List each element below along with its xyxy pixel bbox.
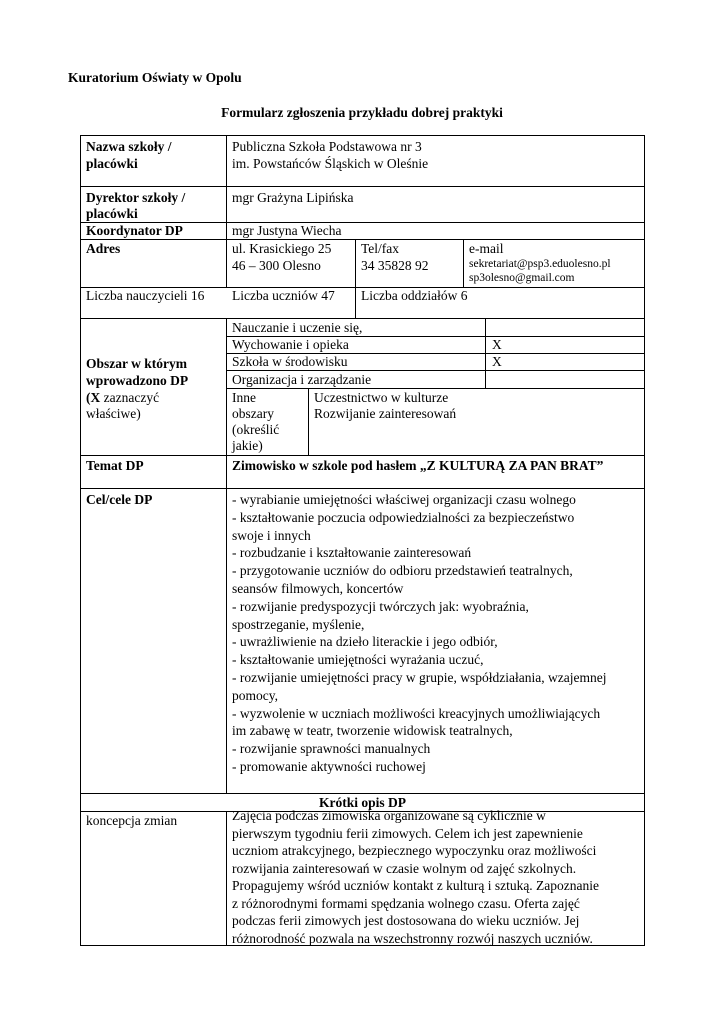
area-mark-upbringing: X xyxy=(492,337,502,352)
school-label-line1: Nazwa szkoły / xyxy=(86,139,172,154)
goal-line: - uwrażliwienie na dzieło literackie i jego odbiór, xyxy=(232,634,498,650)
row-divider xyxy=(80,186,645,187)
area-option-upbringing: Wychowanie i opieka xyxy=(232,337,349,352)
column-divider xyxy=(226,135,227,287)
goal-line: - przygotowanie uczniów do odbioru przedstawień teatralnych, xyxy=(232,563,573,579)
goal-line: - kształtowanie poczucia odpowiedzialności za bezpieczeństwo xyxy=(232,509,575,525)
goal-line: spostrzeganie, myślenie, xyxy=(232,616,365,632)
area-label-line4: właściwe) xyxy=(86,406,141,421)
other-areas-label-line3: (określić xyxy=(232,422,280,437)
goal-line: - wyrabianie umiejętności właściwej organizacji czasu wolnego xyxy=(232,492,576,507)
column-divider xyxy=(226,811,227,946)
description-line: różnorodność pozwala na wszechstronny rozwój naszych uczniów. xyxy=(232,930,593,946)
director-name: mgr Grażyna Lipińska xyxy=(232,190,354,205)
description-line: podczas ferii zimowych jest dostosowana do wieku uczniów. Jej xyxy=(232,913,580,928)
tel-label: Tel/fax xyxy=(361,241,400,256)
description-line: z różnorodnymi formami spędzania wolnego czasu. Oferta zajęć xyxy=(232,895,580,911)
address-street: ul. Krasickiego 25 xyxy=(232,241,332,256)
row-divider xyxy=(80,488,645,489)
school-label-line2: placówki xyxy=(86,156,138,171)
change-concept-label: koncepcja zmian xyxy=(86,813,178,828)
column-divider xyxy=(226,318,227,793)
email-label: e-mail xyxy=(469,241,504,256)
other-areas-label-line4: jakie) xyxy=(232,438,263,453)
area-mark-community: X xyxy=(492,354,502,369)
tel-value: 34 35828 92 xyxy=(361,258,429,273)
area-label-instruction: zaznaczyć xyxy=(100,390,160,405)
topic-label: Temat DP xyxy=(86,458,144,473)
teacher-count: Liczba nauczycieli 16 xyxy=(86,288,205,303)
other-areas-label-line2: obszary xyxy=(232,406,274,421)
other-area-culture: Uczestnictwo w kulturze xyxy=(314,390,449,405)
director-label-line1: Dyrektor szkoły / xyxy=(86,190,186,205)
area-option-community: Szkoła w środowisku xyxy=(232,354,348,369)
goal-line: - kształtowanie umiejętności wyrażania uczuć, xyxy=(232,652,484,668)
column-divider xyxy=(463,239,464,287)
class-count: Liczba oddziałów 6 xyxy=(361,288,468,303)
school-name-line2: im. Powstańców Śląskich w Oleśnie xyxy=(232,156,429,171)
email-address-2: sp3olesno@gmail.com xyxy=(469,272,575,284)
goals-list xyxy=(232,491,607,776)
goal-line: - rozwijanie predyspozycji twórczych jak: wyobraźnia, xyxy=(232,598,529,614)
column-divider xyxy=(355,239,356,318)
area-label-mark: (X xyxy=(86,390,101,405)
goal-line: - wyzwolenie w uczniach możliwości kreacyjnych umożliwiających xyxy=(232,705,601,721)
goal-line: - rozwijanie umiejętności pracy w grupie, współdziałania, wzajemnej xyxy=(232,669,607,685)
email-address-1: sekretariat@psp3.eduolesno.pl xyxy=(469,258,611,270)
goal-line: - rozwijanie sprawności manualnych xyxy=(232,741,431,757)
description-line: uczniom atrakcyjnego, bezpiecznego wypoczynku oraz możliwości xyxy=(232,843,597,858)
school-name-line1: Publiczna Szkoła Podstawowa nr 3 xyxy=(232,139,422,154)
column-divider xyxy=(308,388,309,455)
column-divider xyxy=(485,318,486,388)
short-description-text xyxy=(232,807,599,947)
description-line: Propagujemy wśród uczniów kontakt z kulturą i sztuką. Zapoznanie xyxy=(232,878,600,893)
goal-line: seansów filmowych, koncertów xyxy=(232,580,404,596)
director-label-line2: placówki xyxy=(86,206,138,221)
student-count: Liczba uczniów 47 xyxy=(232,288,335,303)
description-line: Zajęcia podczas zimowiska organizowane są cyklicznie w xyxy=(232,808,546,823)
coordinator-name: mgr Justyna Wiecha xyxy=(232,223,342,238)
coordinator-label: Koordynator DP xyxy=(86,223,183,238)
row-divider xyxy=(80,455,645,456)
short-description-heading: Krótki opis DP xyxy=(318,795,406,810)
other-area-interests: Rozwijanie zainteresowań xyxy=(314,406,457,421)
area-option-management: Organizacja i zarządzanie xyxy=(232,372,372,387)
goal-line: - rozbudzanie i kształtowanie zainteresowań xyxy=(232,545,472,561)
goal-line: pomocy, xyxy=(232,687,278,703)
goal-line: im zabawę w teatr, tworzenie widowisk teatralnych, xyxy=(232,723,513,739)
authority-header: Kuratorium Oświaty w Opolu xyxy=(68,70,242,85)
description-line: rozwijania zainteresowań w czasie wolnym od zajęć szkolnych. xyxy=(232,860,577,876)
other-areas-label-line1: Inne xyxy=(232,390,256,405)
address-postcode: 46 – 300 Olesno xyxy=(232,258,321,273)
row-divider xyxy=(80,318,645,319)
address-label: Adres xyxy=(86,241,121,256)
goal-line: swoje i innych xyxy=(232,527,311,543)
description-line: pierwszym tygodniu ferii zimowych. Celem ich jest zapewnienie xyxy=(232,825,583,841)
area-label-line3 xyxy=(86,389,159,406)
area-label-line2: wprowadzono DP xyxy=(86,373,189,388)
topic-value: Zimowisko w szkole pod hasłem „Z KULTURĄ ZA PAN BRAT” xyxy=(232,458,604,473)
goal-line: - promowanie aktywności ruchowej xyxy=(232,758,426,774)
goals-label: Cel/cele DP xyxy=(86,492,153,507)
area-label-line1: Obszar w którym xyxy=(86,356,187,371)
form-title: Formularz zgłoszenia przykładu dobrej praktyki xyxy=(221,105,503,120)
area-option-teaching: Nauczanie i uczenie się, xyxy=(232,320,363,335)
